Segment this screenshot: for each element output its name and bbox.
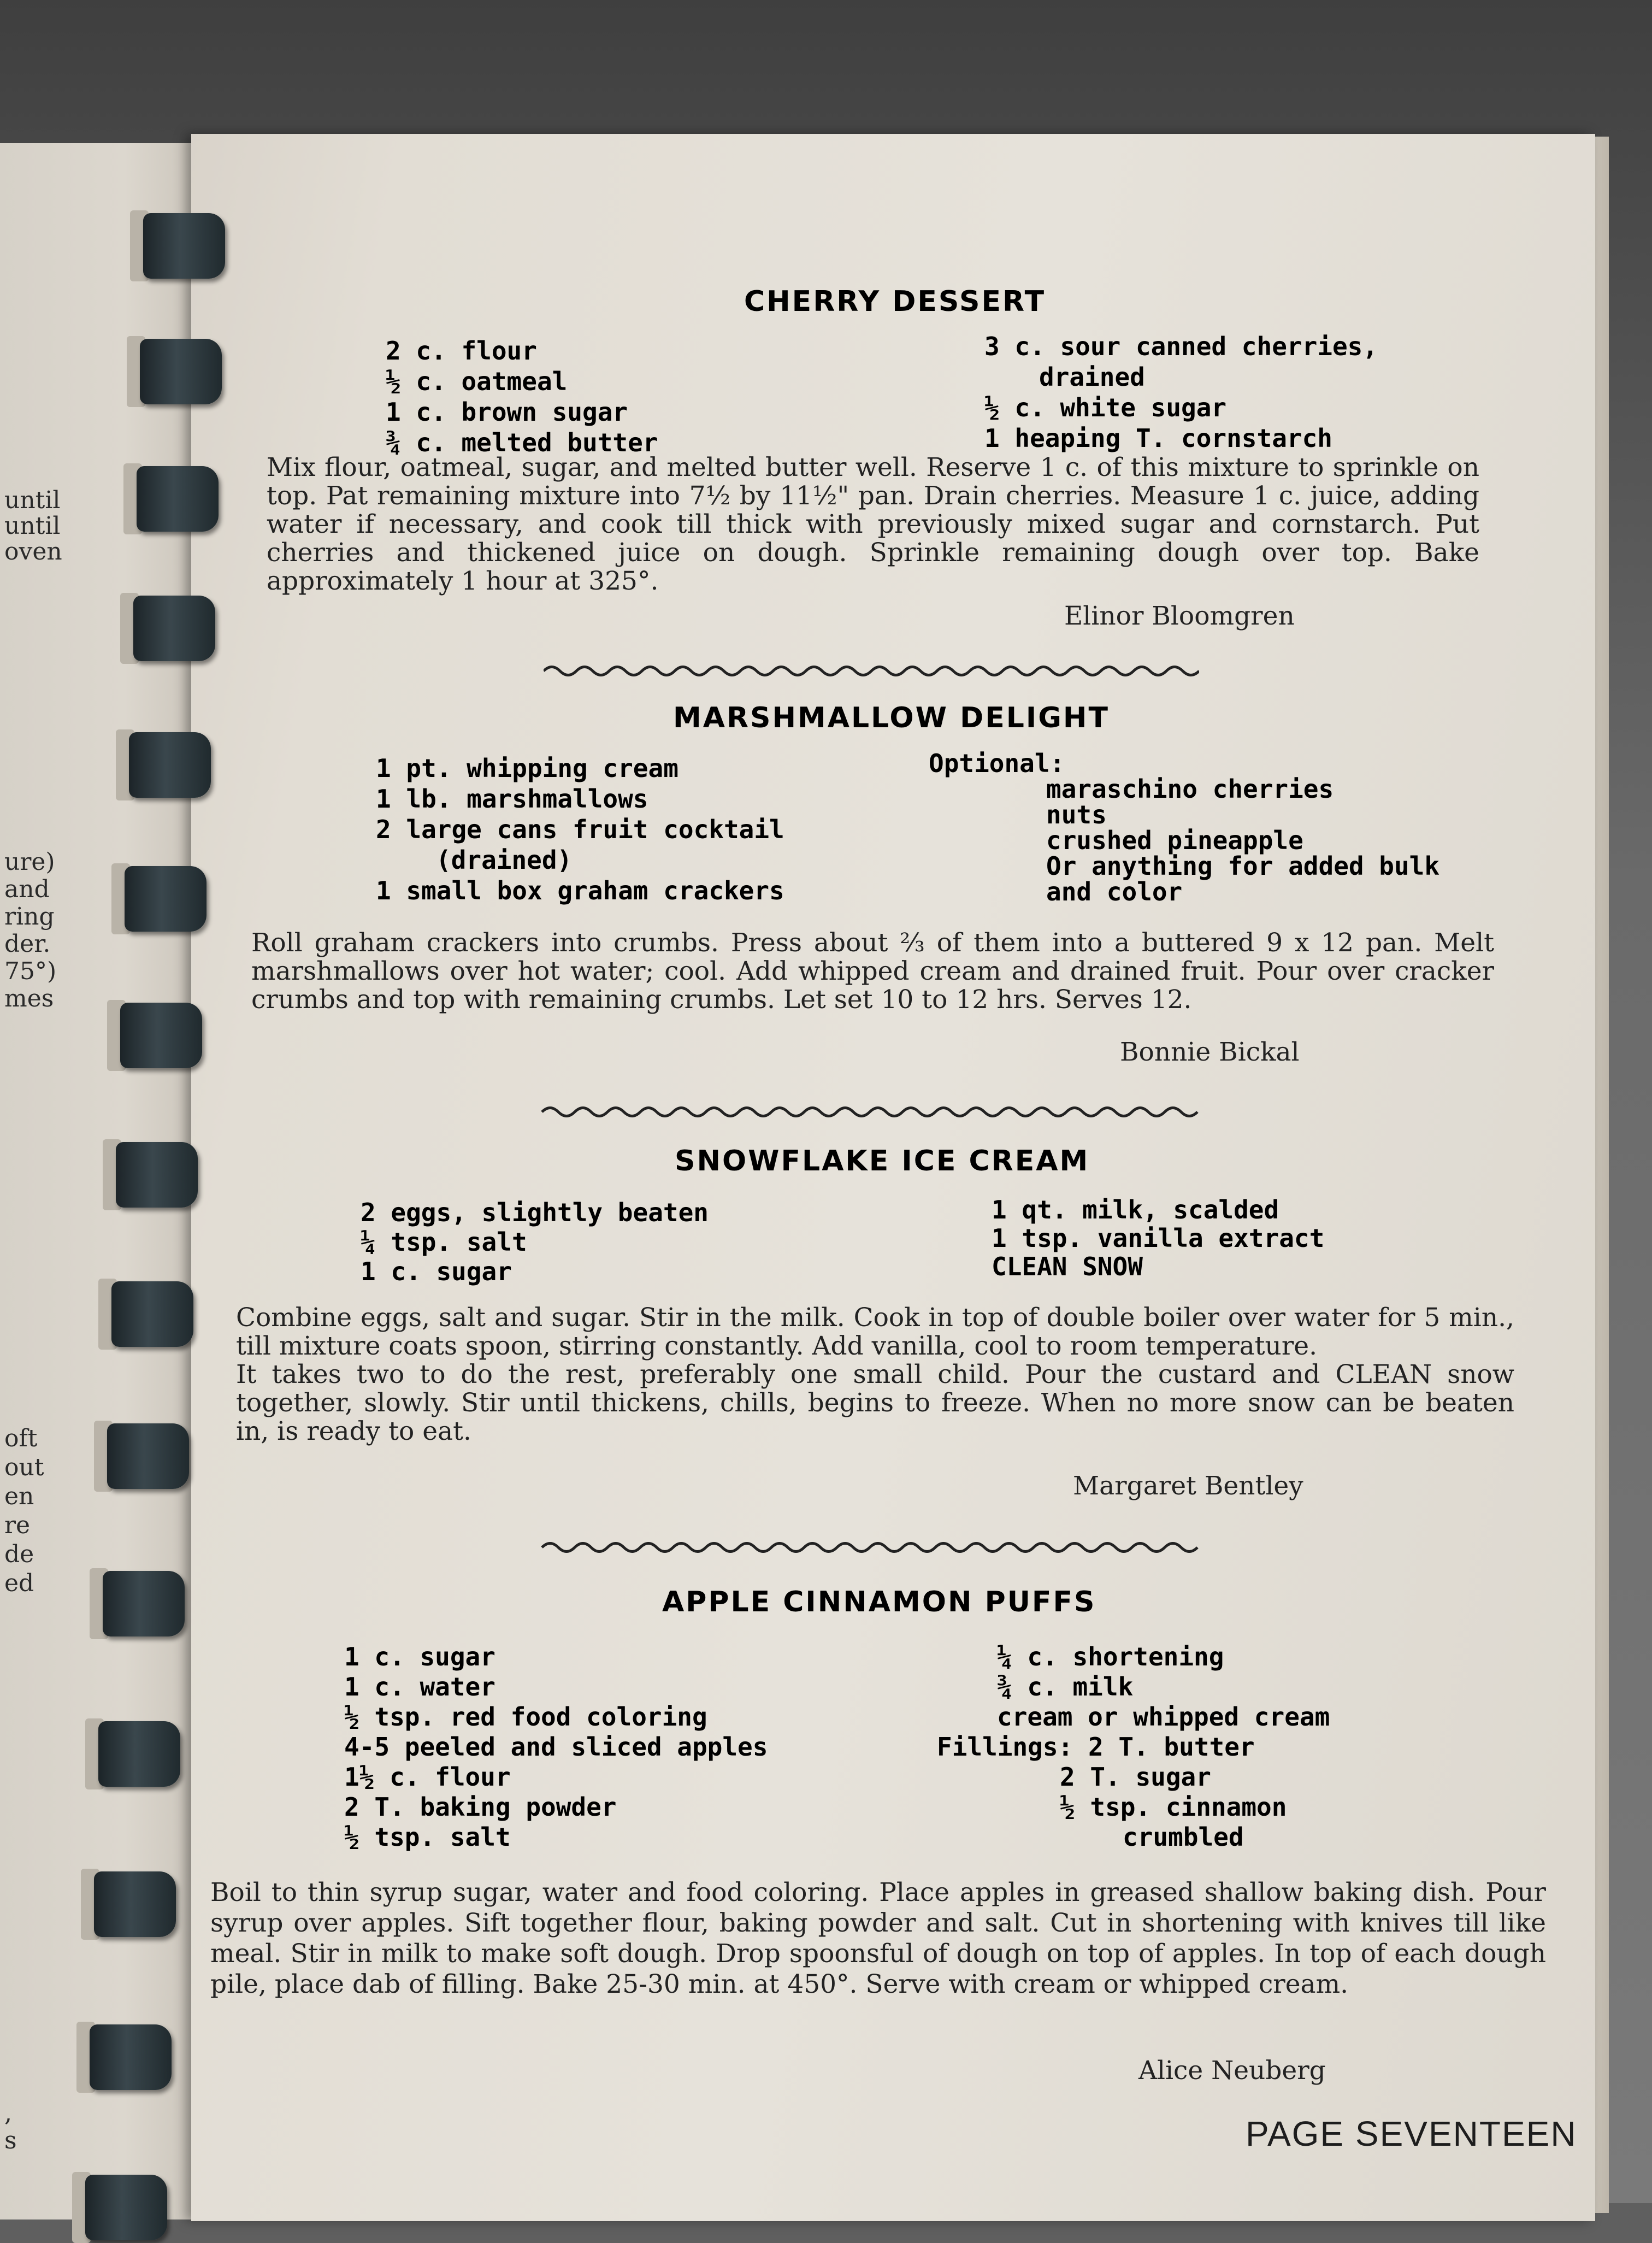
ingredient: crushed pineapple	[1046, 826, 1303, 855]
page-number: PAGE SEVENTEEN	[1246, 2114, 1577, 2153]
ingredient: (drained)	[436, 845, 573, 875]
left-fragment: 75°)	[4, 957, 57, 985]
ingredients-left	[386, 335, 658, 458]
ingredient: ½ tsp. salt	[344, 1822, 511, 1852]
ingredient: cream or whipped cream	[997, 1702, 1330, 1732]
ingredient: 1 qt. milk, scalded	[992, 1195, 1279, 1224]
ingredient: ¼ tsp. salt	[361, 1227, 527, 1257]
ingredient: 4-5 peeled and sliced apples	[344, 1732, 768, 1762]
directions	[251, 929, 1494, 1014]
recipe-author: Bonnie Bickal	[1120, 1037, 1300, 1067]
ingredient: 1 c. water	[344, 1672, 495, 1702]
ingredient: 2 large cans fruit cocktail	[376, 815, 784, 844]
left-fragment: ed	[4, 1569, 34, 1597]
wavy-divider	[526, 1536, 1214, 1558]
ingredient: ½ c. white sugar	[984, 393, 1227, 422]
recipe-author: Margaret Bentley	[1073, 1471, 1303, 1501]
recipe-title: APPLE CINNAMON PUFFS	[662, 1586, 1096, 1618]
binding-ring	[137, 466, 219, 532]
left-fragment: der.	[4, 930, 51, 958]
binding-ring	[85, 2175, 167, 2240]
ingredients-right	[984, 331, 1378, 454]
ingredient: 3 c. sour canned cherries,	[984, 332, 1378, 361]
optional-label: Optional:	[929, 749, 1065, 778]
ingredient: 2 c. flour	[386, 336, 537, 366]
recipe-author: Alice Neuberg	[1138, 2056, 1326, 2086]
ingredient: 1 pt. whipping cream	[376, 753, 678, 783]
directions-paragraph: Mix flour, oatmeal, sugar, and melted butter well. Reserve 1 c. of this mixture to sprinkle on top. Pat remaining mixture into 7½ by 11½" pan. Drain cherries. Measure 1 c. juice, adding water if necessary, and cook till thick with previously mixed sugar and cornstarch. Put cherries and thickened juice on dough. Sprinkle remaining dough over top. Bake approximately 1 hour at 325°.	[267, 452, 1479, 596]
left-fragment: and	[4, 875, 50, 903]
binding-ring	[120, 1003, 202, 1068]
ingredient: 1 c. brown sugar	[386, 397, 628, 427]
ingredient: 1 c. sugar	[344, 1642, 495, 1671]
left-fragment: mes	[4, 985, 54, 1012]
ingredient: drained	[1039, 362, 1145, 392]
ingredient: crumbled	[1123, 1822, 1244, 1852]
ingredient: ¼ c. shortening	[997, 1642, 1224, 1671]
ingredients-right	[992, 1196, 1324, 1281]
left-fragment: until	[4, 512, 61, 540]
ingredient: ½ tsp. cinnamon	[1060, 1792, 1287, 1822]
directions-paragraph: Roll graham crackers into crumbs. Press about ⅔ of them into a buttered 9 x 12 pan. Melt marshmallows over hot water; cool. Add whipped cream and drained fruit. Pour over cracker crumbs and top with remaining crumbs. Let set 10 to 12 hrs. Serves 12.	[251, 928, 1494, 1015]
ingredients-left	[344, 1642, 768, 1852]
left-fragment: oven	[4, 538, 62, 566]
left-fragment: de	[4, 1540, 34, 1568]
left-fragment: en	[4, 1482, 34, 1510]
left-fragment: out	[4, 1453, 44, 1481]
ingredients-left	[361, 1198, 709, 1286]
ingredient: Or anything for added bulk	[1046, 851, 1440, 881]
binding-ring	[103, 1571, 185, 1636]
ingredient: 2 eggs, slightly beaten	[361, 1198, 709, 1227]
ingredient: ¾ c. melted butter	[386, 428, 658, 457]
wavy-divider	[544, 660, 1199, 682]
directions-paragraph: Combine eggs, salt and sugar. Stir in the milk. Cook in top of double boiler over water for 5 min., till mixture coats spoon, stirring constantly. Add vanilla, cool to room temperature.	[236, 1303, 1514, 1361]
binding-ring	[90, 2024, 172, 2090]
binding-ring	[116, 1142, 198, 1208]
ingredients-right	[937, 1642, 1330, 1852]
binding-ring	[111, 1281, 193, 1347]
binding-ring	[133, 596, 215, 661]
recipe-title: SNOWFLAKE ICE CREAM	[675, 1145, 1090, 1178]
ingredient: ½ c. oatmeal	[386, 367, 568, 396]
directions-paragraph: It takes two to do the rest, preferably one small child. Pour the custard and CLEAN snow together, slowly. Stir until thickens, chills, begins to freeze. When no more snow can be beaten in, is ready to eat.	[236, 1359, 1514, 1446]
recipe-author: Elinor Bloomgren	[1064, 601, 1295, 631]
directions	[236, 1304, 1514, 1446]
ingredients-right	[929, 751, 1439, 905]
ingredient: 1 c. sugar	[361, 1257, 512, 1286]
ingredient: maraschino cherries	[1046, 774, 1334, 804]
binding-ring	[98, 1721, 180, 1787]
directions	[210, 1877, 1546, 2000]
ingredient: nuts	[1046, 800, 1107, 829]
recipe-title: CHERRY DESSERT	[744, 285, 1046, 318]
ingredient: 2 T. sugar	[1060, 1762, 1211, 1792]
ingredient: ½ tsp. red food coloring	[344, 1702, 707, 1732]
ingredients-left	[376, 753, 784, 906]
directions	[267, 454, 1479, 596]
binding-ring	[107, 1423, 189, 1489]
binding-ring	[129, 732, 211, 798]
binding-ring	[125, 866, 206, 932]
ingredient: CLEAN SNOW	[992, 1252, 1143, 1281]
left-fragment: ,	[4, 2099, 12, 2127]
left-fragment: s	[4, 2127, 17, 2154]
recipe-title: MARSHMALLOW DELIGHT	[673, 702, 1110, 734]
ingredient: 1 lb. marshmallows	[376, 784, 648, 814]
left-fragment: ure)	[4, 848, 55, 876]
ingredient: 1 tsp. vanilla extract	[992, 1223, 1325, 1253]
ingredient: 2 T. baking powder	[344, 1792, 617, 1822]
directions-paragraph: Boil to thin syrup sugar, water and food coloring. Place apples in greased shallow baking dish. Pour syrup over apples. Sift together flour, baking powder and salt. Cut in shortening with knives till like meal. Stir in milk to make soft dough. Drop spoonsful of dough on top of apples. In top of each dough pile, place dab of filling. Bake 25-30 min. at 450°. Serve with cream or whipped cream.	[210, 1877, 1546, 1999]
wavy-divider	[536, 1101, 1203, 1123]
binding-ring	[140, 339, 222, 404]
ingredient: and color	[1046, 877, 1183, 906]
left-fragment: re	[4, 1511, 31, 1539]
ingredient: ¾ c. milk	[997, 1672, 1134, 1702]
left-fragment: ring	[4, 903, 55, 931]
binding-ring	[94, 1871, 176, 1937]
ingredient: 1 small box graham crackers	[376, 876, 784, 905]
fillings-label: Fillings: 2 T. butter	[937, 1732, 1255, 1762]
ingredient: 1½ c. flour	[344, 1762, 511, 1792]
left-fragment: until	[4, 486, 61, 514]
ingredient: 1 heaping T. cornstarch	[984, 423, 1332, 453]
binding-ring	[143, 213, 225, 279]
left-fragment: oft	[4, 1424, 38, 1452]
